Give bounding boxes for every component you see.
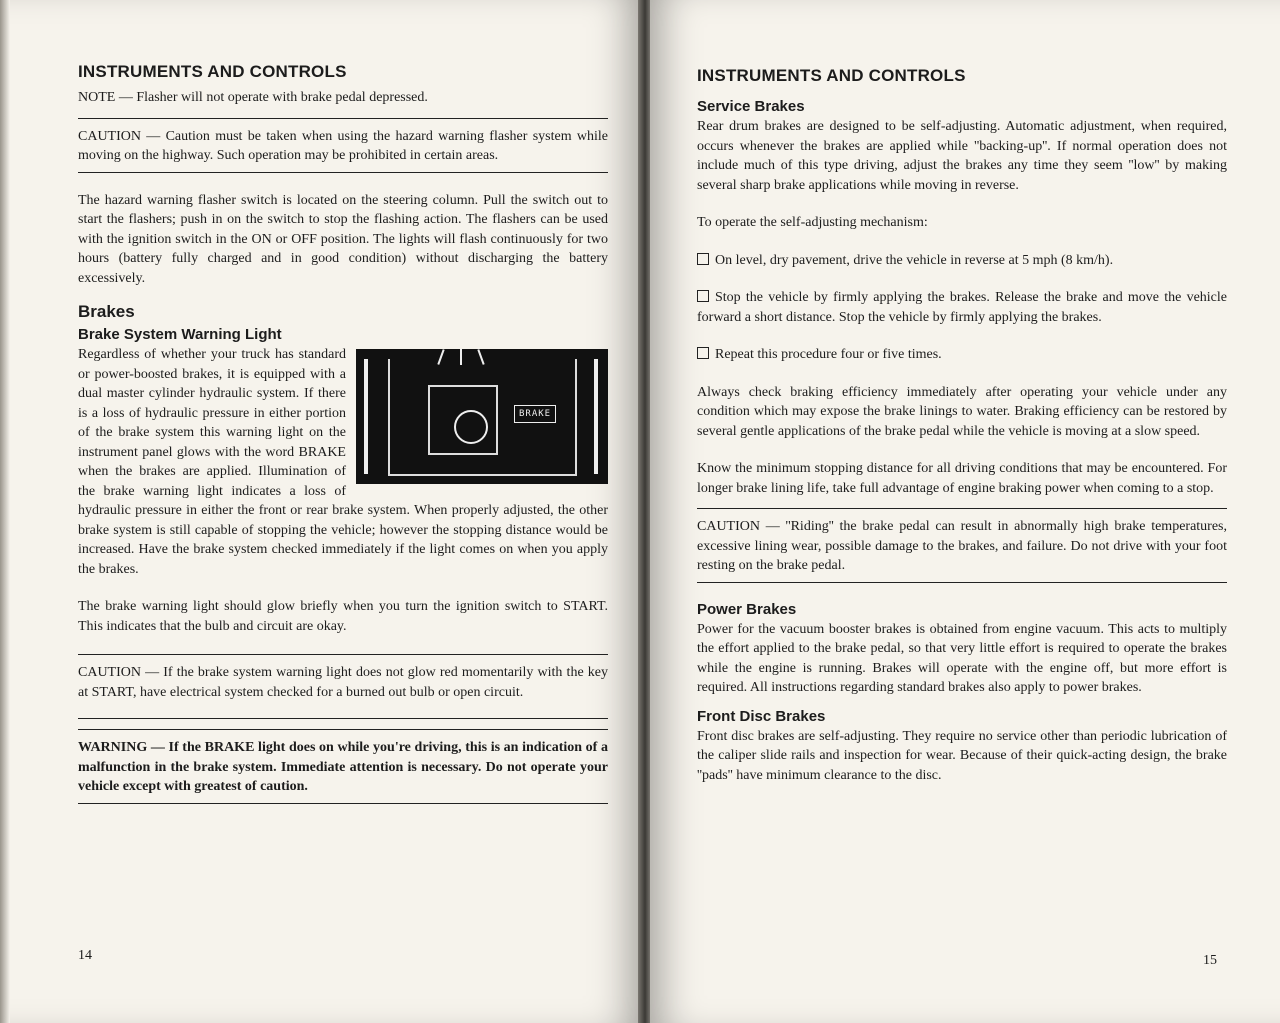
power-brakes-heading: Power Brakes: [697, 600, 797, 618]
caution-box: [78, 655, 608, 708]
hazard-paragraph: The hazard warning flasher switch is located on the steering column. Pull the switch out to start the flashers; push in on the switch to stop the flashing action. The flashers can be used with the ignition switch in the ON or OFF position. The lights will flash continuously for two hours (battery fully charged and in good condition) without discharging the battery excessively.: [78, 192, 608, 286]
service-brakes-heading: Service Brakes: [697, 98, 805, 115]
step-text: On level, dry pavement, drive the vehicle in reverse at 5 mph (8 km/h).: [715, 252, 1114, 268]
right-page-content: [697, 66, 1227, 785]
step-text: Repeat this procedure four or five times.: [715, 347, 942, 362]
glow-paragraph: The brake warning light should glow briefly when you turn the ignition switch to START. This indicates that the bulb and circuit are okay.: [78, 599, 608, 634]
step-item: [697, 251, 1227, 271]
front-disc-brakes-paragraph: Front disc brakes are self-adjusting. They require no service other than periodic lubrication of the caliper slide rails and inspection for wear. Because of their quick-acting design, the brake ''pads'' have minimum clearance to the disc.: [697, 728, 1227, 783]
stopping-paragraph: Know the minimum stopping distance for all driving conditions that may be encountered. For longer brake lining life, take full advantage of engine braking power when coming to a stop.: [697, 461, 1227, 496]
caution-text: CAUTION — If the brake system warning light does not glow red momentarily with the key at START, have electrical system checked for a burned out bulb or open circuit.: [78, 665, 608, 700]
light-ray: [460, 349, 462, 365]
right-page: [650, 0, 1280, 1023]
panel-edge: [364, 359, 368, 474]
panel-edge: [594, 359, 598, 474]
brake-warning-light-heading: Brake System Warning Light: [78, 326, 282, 343]
efficiency-paragraph: Always check braking efficiency immediately after operating your vehicle under any condition which may expose the brake linings to water. Braking efficiency can be restored by several gentle applications of the brake pedal while the vehicle is moving at a slow speed.: [697, 384, 1227, 439]
step-item: [697, 288, 1227, 327]
caution-text: CAUTION — ''Riding'' the brake pedal can result in abnormally high brake temperatures, excessive lining wear, possible damage to the brakes, and failure. Do not drive with your foot resting on the brake pedal.: [697, 519, 1227, 573]
circle-icon: [454, 410, 488, 444]
note-text: NOTE — Flasher will not operate with brake pedal depressed.: [78, 90, 428, 105]
page-number: 15: [1203, 953, 1217, 968]
brakes-heading: Brakes: [78, 302, 135, 321]
brake-label: BRAKE: [514, 405, 556, 423]
step-text: Stop the vehicle by firmly applying the brakes. Release the brake and move the vehicle forward a short distance. Stop the vehicle by firmly applying the brakes.: [697, 290, 1227, 325]
checkbox-icon: [697, 253, 709, 265]
checkbox-icon: [697, 290, 709, 302]
power-brakes-paragraph: Power for the vacuum booster brakes is obtained from engine vacuum. This acts to multiply the effort applied to the brake pedal, so that very little effort is required to operate the brakes while the engine is running. Brakes will operate with the engine off, but more effort is required. All instructions regarding standard brakes also apply to power brakes.: [697, 621, 1227, 695]
caution-box: [697, 509, 1227, 582]
caution-text: CAUTION — Caution must be taken when using the hazard warning flasher system while moving on the highway. Such operation may be prohibited in certain areas.: [78, 128, 608, 163]
operate-intro: To operate the self-adjusting mechanism:: [697, 215, 928, 230]
warning-text: WARNING — If the BRAKE light does on while you're driving, this is an indication of a malfunction in the brake system. Immediate attention is necessary. Do not operate your vehicle except with greatest of caution.: [78, 740, 608, 794]
service-brakes-paragraph: Rear drum brakes are designed to be self-adjusting. Automatic adjustment, when required, occurs whenever the brakes are applied while ''backing-up''. If normal operation does not include much of this type driving, adjust the brakes any time they seem ''low'' by making several sharp brake applications while moving in reverse.: [697, 119, 1227, 193]
divider: [78, 803, 608, 804]
front-disc-brakes-heading: Front Disc Brakes: [697, 707, 826, 725]
brake-warning-light-paragraph: Regardless of whether your truck has standard or power-boosted brakes, it is equipped with a dual master cylinder hydraulic system. If there is a loss of hydraulic pressure in either portion of the brake system this warning light on the instrument panel glows with the word BRAKE when the brakes are applied. Illumination of the brake warning light indicates a loss of hydraulic pressure in either the front or rear brake system. When properly adjusted, the other brake system is still capable of stopping the vehicle; however the stopping distance would be increased. Have the brake system checked immediately if the light comes on when you apply the brakes.: [78, 347, 608, 577]
caution-box: [78, 119, 608, 172]
left-page-content: [78, 62, 608, 804]
section-title: INSTRUMENTS AND CONTROLS: [78, 62, 347, 81]
warning-box: [78, 730, 608, 803]
page-edge: [0, 0, 10, 1023]
checkbox-icon: [697, 347, 709, 359]
brake-warning-light-illustration: [356, 349, 608, 484]
page-number: 14: [78, 948, 92, 963]
step-item: [697, 345, 1227, 365]
section-title: INSTRUMENTS AND CONTROLS: [697, 66, 966, 85]
